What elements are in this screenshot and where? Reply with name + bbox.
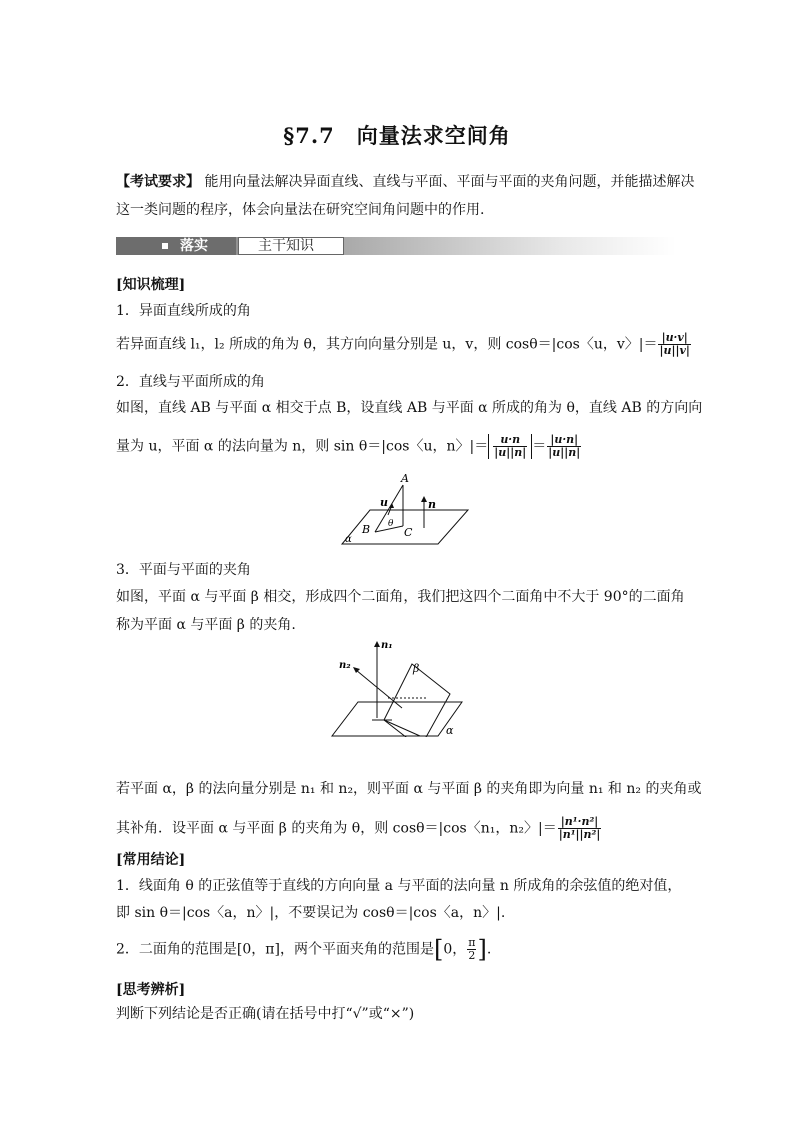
s2-text: 量为 u，平面 α 的法向量为 n，则 sin θ＝|cos〈u，n〉|＝ — [116, 438, 489, 455]
page-title: §7.7 向量法求空间角 — [283, 123, 511, 148]
conclusion-2-text: 2．二面角的范围是[0，π]，两个平面夹角的范围是 — [116, 941, 434, 958]
s3-heading: 3．平面与平面的夹角 — [116, 562, 251, 578]
banner-label-zhugan: 主干知识 — [258, 238, 314, 254]
s1-heading: 1．异面直线所成的角 — [116, 303, 251, 319]
conclusion-2-pi-over-2: $\frac{\pi}{2}$ — [468, 936, 476, 962]
conclusion-2: 2．二面角的范围是[0，π]，两个平面夹角的范围是[0， $\frac{\pi}{2}$ ]. — [116, 935, 492, 964]
exam-text-1: 能用向量法解决异面直线、直线与平面、平面与平面的夹角问题，并能描述解决 — [204, 174, 695, 190]
s2-heading: 2．直线与平面所成的角 — [116, 374, 265, 390]
s3b-text: 其补角．设平面 α 与平面 β 的夹角为 θ，则 cosθ＝|cos〈n₁，n₂〉|＝ — [116, 820, 557, 837]
s2-line1: 如图，直线 AB 与平面 α 相交于点 B，设直线 AB 与平面 α 所成的角为 θ，直线 AB 的方向向 — [116, 400, 703, 416]
s2-fraction1: $\frac{u\cdot n}{|u||n|}$ — [494, 433, 527, 459]
fig1-label-alpha: α — [345, 534, 352, 545]
fig1-label-theta: θ — [388, 519, 394, 529]
banner-label-luoshi: 落实 — [180, 238, 208, 254]
line-plane-angle-figure — [340, 470, 470, 548]
fig1-label-u: u — [380, 496, 388, 509]
thinking-tag: [思考辨析] — [116, 982, 186, 998]
conclusion-1-line2: 即 sin θ＝|cos〈a，n〉|，不要误记为 cosθ＝|cos〈a，n〉|. — [116, 905, 506, 921]
fig1-label-A: A — [401, 472, 409, 485]
s1-fraction: $\frac{|u\cdot v|}{|u||v|}$ — [659, 331, 690, 357]
conclusion-1-line1: 1．线面角 θ 的正弦值等于直线的方向向量 a 与平面的法向量 n 所成角的余弦值的绝对值， — [116, 878, 682, 894]
fig2-label-alpha: α — [446, 724, 454, 737]
fig2-label-beta: β — [413, 662, 420, 675]
s3b-line2 — [116, 816, 602, 841]
s1-text: 若异面直线 l₁，l₂ 所成的角为 θ，其方向向量分别是 u，v，则 cosθ＝|cos〈u，v〉|＝ — [116, 336, 658, 353]
fig1-label-C: C — [404, 526, 413, 539]
s3-line1: 如图，平面 α 与平面 β 相交，形成四个二面角，我们把这四个二面角中不大于 90°的二面角 — [116, 589, 685, 605]
exam-requirements-line2: 这一类问题的程序，体会向量法在研究空间角问题中的作用. — [116, 202, 485, 218]
fig1-label-B: B — [362, 523, 371, 536]
exam-requirements-line1 — [116, 172, 694, 192]
s1-formula-line — [116, 332, 692, 357]
s3b-line1: 若平面 α，β 的法向量分别是 n₁ 和 n₂，则平面 α 与平面 β 的夹角即为向量 n₁ 和 n₂ 的夹角或 — [116, 781, 702, 797]
s3b-fraction: $\frac{\text{|n¹·n²|}}{\text{|n¹||n²|}}$ — [558, 815, 601, 841]
fig2-label-n2: n₂ — [339, 660, 351, 671]
exam-tag: 【考试要求】 — [116, 174, 200, 190]
fig1-label-n: n — [428, 498, 436, 511]
s3-line2: 称为平面 α 与平面 β 的夹角. — [116, 617, 296, 633]
knowledge-tag: [知识梳理] — [116, 277, 186, 293]
conclusions-tag: [常用结论] — [116, 852, 186, 868]
s2-line2: 量为 u，平面 α 的法向量为 n，则 sin θ＝|cos〈u，n〉|＝ $\frac{u\cdot n}{|u||n|}$ ＝ $\frac{|u\cdot n|}{|u||n|}$ — [116, 433, 581, 459]
section-banner — [116, 237, 676, 255]
fig2-label-n1: n₁ — [381, 640, 393, 651]
s2-fraction2: $\frac{|u\cdot n|}{|u||n|}$ — [548, 433, 581, 459]
square-bullet-icon — [162, 243, 168, 249]
dihedral-angle-figure — [330, 636, 465, 742]
thinking-text: 判断下列结论是否正确(请在括号中打“√”或“×”) — [116, 1006, 415, 1022]
